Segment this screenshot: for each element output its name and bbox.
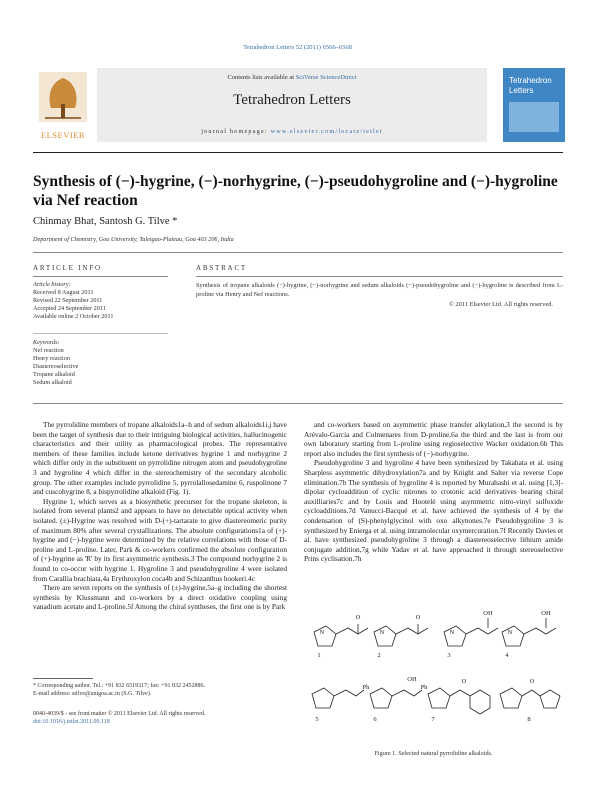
masthead-rule bbox=[33, 152, 563, 153]
body-column-right bbox=[304, 420, 563, 608]
history-item: Revised 22 September 2011 bbox=[33, 297, 103, 304]
footnote-rule bbox=[33, 678, 93, 679]
journal-homepage: journal homepage: www.elsevier.com/locate/tetlet bbox=[201, 128, 383, 135]
author-email[interactable]: E-mail address: stilve@unigoa.ac.in (S.G. Tilve). bbox=[33, 691, 152, 697]
masthead bbox=[33, 68, 563, 146]
keyword: Tropane alkaloid bbox=[33, 371, 75, 378]
keywords: Keywords: Nef reaction Henry reaction Diastereoselective Tropane alkaloid Sedum alkaloid bbox=[33, 339, 168, 387]
keyword: Sedum alkaloid bbox=[33, 379, 72, 386]
divider bbox=[196, 276, 563, 277]
article-history: Article history: Received 8 August 2011 Revised 22 September 2011 Accepted 24 September 2011 Available online 2 October 2011 bbox=[33, 281, 168, 321]
paragraph: Pseudohygroline 3 and hygroline 4 have been synthesized by Takahata et al. using Sharpless asymmetric dihydroxylation7a and by Knight and Salter via reverse Cope elimination.7b The synthesis of hygroline 4 is reported by Murahashi et al. using [1,3]-dipolar cycloaddition of cyclic nitrones to crotonic acid derivatives bearing chiral auxilliaries7c and by Louis and Hootelé using asymmetric nitro-vinyl sulfoxide cycloadditions.7d Vanucci-Bacqué et al. have achieved the synthesis of 4 by the condensation of (S)-phenylglycinol with oxo alkynones.7e Pseudohygroline 3 is synthesized by Enierga et al. using intramolecular oxymercuration.7f Recently Davies et al. have synthesized pseudohygroline 3 through a diastereoselective lithium amide conjugate addition,7g while Yadav et al. have approached it through stereoselective Prins cyclisation.7h bbox=[304, 458, 563, 564]
divider bbox=[33, 252, 563, 253]
compound-label: 8 bbox=[527, 716, 531, 723]
paragraph: Hygrine 1, which serves as a biosynthetic precursor for the tropane skeleton, is isolated from several plants2 and appears to have no detectable optical activity when isolated. (±)-Hygrine was resolved with D-(+)-tartarate to give diastereomeric purity of maximum 80% after several crystallizations. The absolute configurations1a of (+)-hygrine and (−)-hygrine were determined by the relative correlations with those of D-proline and L-proline. Later, Park & co-workers confirmed the absolute configuration of (+)-hygrine as 'R' by its first asymmetric synthesis.3 The compound norhygrine 2 is found to co-occur with hygrine 1. Hygroline 3 and pseudohygroline 4 were isolated from Carallia brachiata,4a Erythroxylon coca4b and Schizanthus hookeri.4c bbox=[33, 496, 287, 583]
compound-label: 7 bbox=[431, 716, 435, 723]
history-item: Received 8 August 2011 bbox=[33, 289, 94, 296]
compound-label: 1 bbox=[317, 652, 321, 659]
abstract-copyright: © 2011 Elsevier Ltd. All rights reserved. bbox=[448, 301, 553, 308]
elsevier-logo bbox=[33, 68, 93, 142]
journal-citation[interactable]: Tetrahedron Letters 52 (2011) 6566–6568 bbox=[243, 44, 352, 51]
affiliation: Department of Chemistry, Goa University, Taleigao-Plateau, Goa 403 206, India bbox=[33, 236, 234, 243]
paragraph: and co-workers based on asymmetric phase transfer alkylation,3 the second is by Arévalo-Garcia and Colmenares from D-proline,6a the third and the last is from our own laboratory starting from L-proline using regioselective Wacker oxidation.6b This report also includes the first synthesis of (−)-norhygrine. bbox=[304, 420, 563, 458]
page-footer bbox=[33, 710, 333, 726]
elsevier-wordmark: ELSEVIER bbox=[40, 130, 86, 140]
author-list[interactable]: Chinmay Bhat, Santosh G. Tilve * bbox=[33, 216, 178, 227]
abstract-text: Synthesis of tropane alkaloids (−)-hygrine, (−)-norhygrine and sedum alkaloids (−)-pseudohygroline and (−)-hygroline is described from L-proline via Henry and Nef reactions. bbox=[196, 282, 563, 298]
masthead-center bbox=[97, 68, 487, 142]
paragraph: There are seven reports on the synthesis of (±)-hygrine,5a–g including the shortest synthesis by Klussmann and co-workers by a direct oxidative coupling using vanadium acetate and L-proline.5f Among the chiral syntheses, the first one is by Park bbox=[33, 583, 287, 612]
keyword: Diastereoselective bbox=[33, 363, 79, 370]
divider bbox=[33, 276, 168, 277]
compound-label: 5 bbox=[315, 716, 319, 723]
doi-link[interactable]: doi:10.1016/j.tetlet.2011.09.118 bbox=[33, 719, 110, 725]
divider bbox=[33, 333, 168, 334]
paragraph: The pyrrolidine members of tropane alkaloids1a–h and of sedum alkaloids1i,j have been the target of synthesis due to their intriguing biological activities, hallucinogenic characteristics and their utility as pharmacological probes. The representative members of these families include ketone derivatives hygrine 1 and norhygrine 2 which differ only in the substituent on pyrrolidine nitrogen atom and pseudohygroline 3 and hygroline 4 which differ in the stereochemistry of the secondary alcoholic group. The other examples include pyrrolidine 5, pyrrolallosedamine 6, ruspolinone 7 and cuscohygrine 8, a bispyrrolidine alkaloid (Fig. 1). bbox=[33, 420, 287, 497]
issn-line: 0040-4039/$ - see front matter © 2011 Elsevier Ltd. All rights reserved. bbox=[33, 711, 206, 717]
journal-title: Tetrahedron Letters bbox=[233, 92, 351, 108]
compound-label: 6 bbox=[373, 716, 377, 723]
compound-label: 4 bbox=[505, 652, 509, 659]
journal-cover-thumbnail: Tetrahedron Letters bbox=[503, 68, 565, 142]
figure-1: N O N O N OH N OH Ph OH Ph O O 1 2 3 4 5 6 7 8 Figure 1. Selected natural pyrrolidine alkaloids. bbox=[304, 612, 563, 762]
article-info-heading: ARTICLE INFO bbox=[33, 264, 102, 272]
corresponding-author: * Corresponding author. Tel.: +91 832 6519317; fax: +91 832 2452886. bbox=[33, 683, 206, 689]
body-column-left bbox=[33, 420, 287, 666]
keyword: Nef reaction bbox=[33, 347, 64, 354]
keyword: Henry reaction bbox=[33, 355, 70, 362]
divider bbox=[33, 403, 563, 404]
compound-label: 3 bbox=[447, 652, 451, 659]
history-item: Available online 2 October 2011 bbox=[33, 313, 114, 320]
abstract-heading: ABSTRACT bbox=[196, 264, 247, 272]
history-item: Accepted 24 September 2011 bbox=[33, 305, 106, 312]
footnote bbox=[33, 682, 287, 698]
contents-line: Contents lists available at SciVerse ScienceDirect bbox=[227, 74, 357, 81]
compound-label: 2 bbox=[377, 652, 381, 659]
homepage-link[interactable]: www.elsevier.com/locate/tetlet bbox=[270, 128, 383, 135]
article-title: Synthesis of (−)-hygrine, (−)-norhygrine, (−)-pseudohygroline and (−)-hygroline via Nef reaction bbox=[33, 173, 558, 209]
sciencedirect-link[interactable]: SciVerse ScienceDirect bbox=[295, 74, 357, 81]
figure-caption: Figure 1. Selected natural pyrrolidine alkaloids. bbox=[374, 750, 493, 757]
